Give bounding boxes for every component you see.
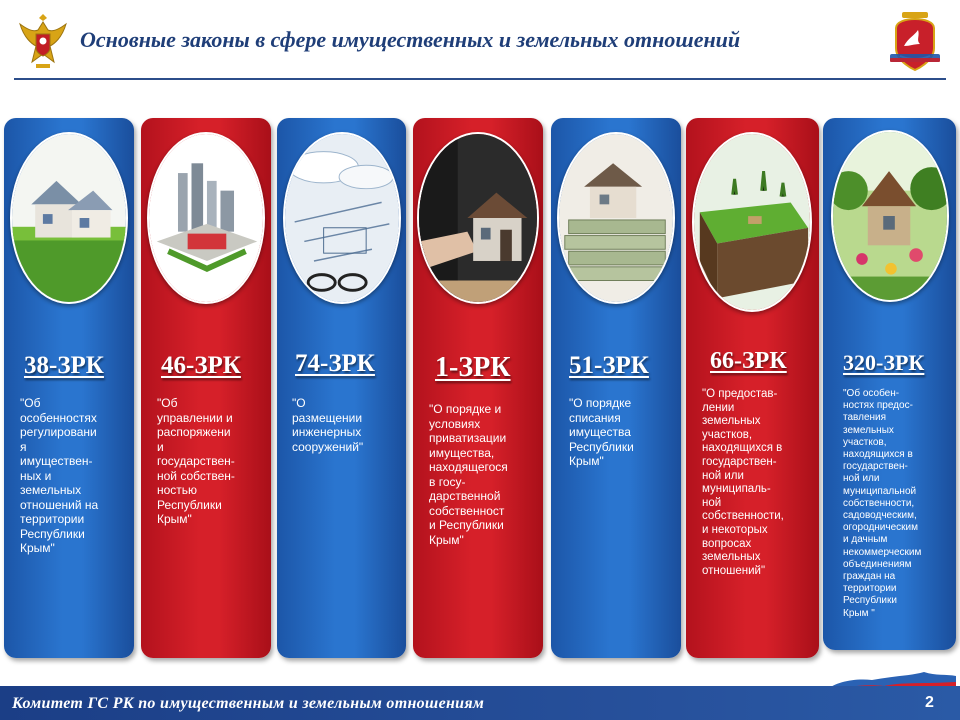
house-on-money-photo: [557, 132, 675, 304]
crimea-coat-of-arms-icon: [886, 8, 944, 74]
page-number: 2: [925, 694, 934, 711]
law-description: "О размещении инженерных сооружений": [292, 396, 364, 454]
law-description: "О предостав- лении земельных участков, находящихся в государствен- ной или муниципаль- ной собственности, и некоторых вопросах земельных отношений": [702, 388, 784, 577]
law-number: 46-ЗРК: [161, 352, 241, 379]
footer-organization: Комитет ГС РК по имущественным и земельным отношениям: [12, 695, 485, 712]
law-description: "Об особен- ностях предос- тавления земельных участков, находящихся в государствен- ной или муниципальной собственности, садоводческим, огородническим и дачным некоммерческим объединениям граждан на территории Республики Крым ": [843, 388, 922, 619]
house-on-lawn-photo: [10, 132, 128, 304]
law-number: 320-ЗРК: [843, 350, 925, 375]
city-buildings-photo: [147, 132, 265, 304]
law-number: 38-ЗРК: [24, 352, 104, 379]
page-title: Основные законы в сфере имущественных и земельных отношений: [80, 27, 741, 52]
law-number: 66-ЗРК: [710, 348, 787, 374]
law-number: 74-ЗРК: [295, 350, 375, 377]
law-description: "О порядке списания имущества Республики Крым": [569, 396, 634, 468]
law-description: "Об управлении и распоряжени и государствен- ной собствен- ностью Республики Крым": [157, 396, 235, 526]
garden-cottage-photo: [831, 130, 949, 302]
law-description: "Об особенностях регулировани я имуществен- ных и земельных отношений на территории Республики Крым": [20, 396, 99, 555]
engineering-blueprints-photo: [283, 132, 401, 304]
law-number: 51-ЗРК: [569, 352, 649, 379]
law-card-38-zrk: [4, 118, 134, 658]
hand-holding-house-photo: [417, 132, 539, 304]
law-card-51-zrk: [551, 118, 681, 658]
header-divider: [14, 78, 946, 80]
slide-footer: [0, 686, 960, 720]
law-card-74-zrk: [277, 118, 406, 658]
law-number: 1-ЗРК: [435, 352, 511, 383]
russia-coat-of-arms-icon: [14, 8, 72, 74]
law-description: "О порядке и условиях приватизации имущества, находящегося в госу- дарственной собственност и Республики Крым": [429, 402, 508, 547]
law-card-320-zrk: [823, 118, 956, 650]
law-card-46-zrk: [141, 118, 271, 658]
law-card-66-zrk: [686, 118, 819, 658]
law-card-1-zrk: [413, 118, 543, 658]
land-plot-photo: [692, 132, 812, 312]
slide-header: [0, 0, 960, 80]
